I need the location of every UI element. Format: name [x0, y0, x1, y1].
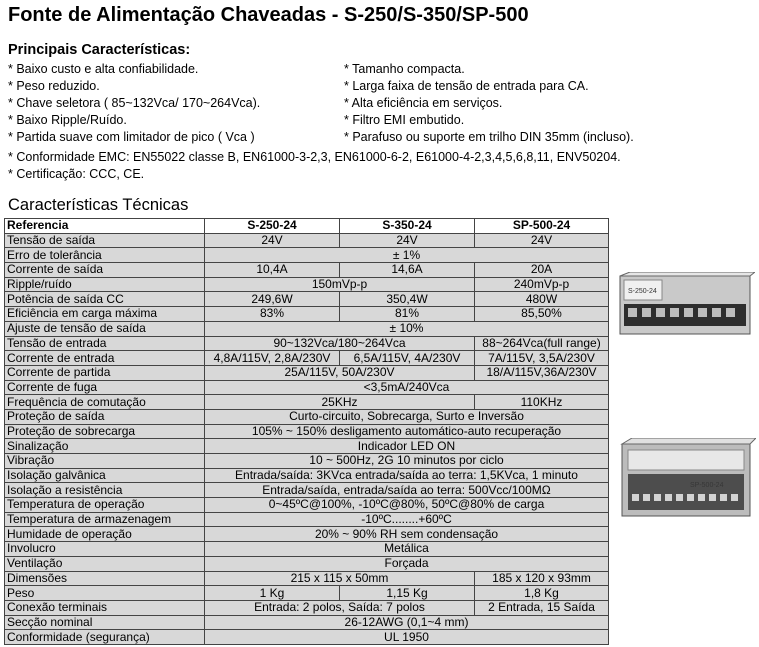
- table-row: [5, 556, 609, 571]
- feature-item: * Partida suave com limitador de pico ( Vca ): [8, 130, 255, 144]
- spec-table: [4, 218, 609, 645]
- table-row: [5, 277, 609, 292]
- row-label: Ajuste de tensão de saída: [5, 321, 205, 336]
- technical-heading: Características Técnicas: [8, 196, 189, 214]
- power-supply-s250-image: [618, 272, 755, 338]
- table-header-model: SP-500-24: [475, 219, 609, 234]
- row-label: Conexão terminais: [5, 600, 205, 615]
- table-cell: 25A/115V, 50A/230V: [205, 365, 475, 380]
- table-cell: Metálica: [205, 542, 609, 557]
- table-cell: Entrada/saída, entrada/saída ao terra: 500Vcc/100MΩ: [205, 483, 609, 498]
- table-cell: -10ºC........+60ºC: [205, 512, 609, 527]
- table-cell: 83%: [205, 307, 340, 322]
- table-row: [5, 292, 609, 307]
- table-row: [5, 600, 609, 615]
- feature-item: * Certificação: CCC, CE.: [8, 167, 145, 181]
- row-label: Isolação a resistência: [5, 483, 205, 498]
- table-header-model: S-350-24: [340, 219, 475, 234]
- table-row: [5, 439, 609, 454]
- table-cell: 185 x 120 x 93mm: [475, 571, 609, 586]
- table-cell: 480W: [475, 292, 609, 307]
- feature-item: * Baixo Ripple/Ruído.: [8, 113, 127, 127]
- row-label: Eficiência em carga máxima: [5, 307, 205, 322]
- row-label: Peso: [5, 586, 205, 601]
- row-label: Conformidade (segurança): [5, 630, 205, 645]
- table-cell: 6,5A/115V, 4A/230V: [340, 351, 475, 366]
- row-label: Secção nominal: [5, 615, 205, 630]
- table-cell: 249,6W: [205, 292, 340, 307]
- table-cell: Entrada: 2 polos, Saída: 7 polos: [205, 600, 475, 615]
- table-cell: 2 Entrada, 15 Saída: [475, 600, 609, 615]
- table-cell: 215 x 115 x 50mm: [205, 571, 475, 586]
- row-label: Corrente de partida: [5, 365, 205, 380]
- table-cell: 240mVp-p: [475, 277, 609, 292]
- table-cell: 150mVp-p: [205, 277, 475, 292]
- table-row: [5, 586, 609, 601]
- table-cell: 1 Kg: [205, 586, 340, 601]
- row-label: Tensão de saída: [5, 233, 205, 248]
- table-cell: 0~45ºC@100%, -10ºC@80%, 50ºC@80% de carga: [205, 498, 609, 513]
- table-row: [5, 454, 609, 469]
- row-label: Tensão de entrada: [5, 336, 205, 351]
- row-label: Sinalização: [5, 439, 205, 454]
- table-cell: ± 1%: [205, 248, 609, 263]
- row-label: Proteção de sobrecarga: [5, 424, 205, 439]
- table-row: [5, 468, 609, 483]
- row-label: Ripple/ruído: [5, 277, 205, 292]
- table-row: [5, 380, 609, 395]
- row-label: Ventilação: [5, 556, 205, 571]
- table-cell: 4,8A/115V, 2,8A/230V: [205, 351, 340, 366]
- feature-item: * Peso reduzido.: [8, 79, 100, 93]
- row-label: Dimensões: [5, 571, 205, 586]
- table-cell: 18/A/115V,36A/230V: [475, 365, 609, 380]
- table-cell: 10 ~ 500Hz, 2G 10 minutos por ciclo: [205, 454, 609, 469]
- feature-item: * Filtro EMI embutido.: [344, 113, 465, 127]
- table-row: [5, 351, 609, 366]
- feature-item: * Chave seletora ( 85~132Vca/ 170~264Vca).: [8, 96, 261, 110]
- table-cell: 1,8 Kg: [475, 586, 609, 601]
- table-row: [5, 233, 609, 248]
- row-label: Isolação galvânica: [5, 468, 205, 483]
- table-row: [5, 527, 609, 542]
- table-cell: 24V: [340, 233, 475, 248]
- table-row: [5, 395, 609, 410]
- row-label: Frequência de comutação: [5, 395, 205, 410]
- table-row: [5, 424, 609, 439]
- power-supply-sp500-image: [618, 438, 756, 520]
- table-row: [5, 365, 609, 380]
- table-row: [5, 512, 609, 527]
- feature-item: * Conformidade EMC: EN55022 classe B, EN61000-3-2,3, EN61000-6-2, E61000-4-2,3,4,5,6,8,11, ENV50204.: [8, 150, 621, 164]
- row-label: Corrente de saída: [5, 263, 205, 278]
- table-cell: 10,4A: [205, 263, 340, 278]
- table-row: [5, 409, 609, 424]
- table-cell: 110KHz: [475, 395, 609, 410]
- table-row: [5, 615, 609, 630]
- table-cell: ± 10%: [205, 321, 609, 336]
- feature-item: * Tamanho compacta.: [344, 62, 465, 76]
- table-row: [5, 248, 609, 263]
- table-row: [5, 321, 609, 336]
- table-cell: 26-12AWG (0,1~4 mm): [205, 615, 609, 630]
- table-cell: 14,6A: [340, 263, 475, 278]
- table-cell: 81%: [340, 307, 475, 322]
- table-header-model: S-250-24: [205, 219, 340, 234]
- row-label: Corrente de entrada: [5, 351, 205, 366]
- feature-item: * Parafuso ou suporte em trilho DIN 35mm (incluso).: [344, 130, 634, 144]
- table-header-reference: Referencia: [5, 219, 205, 234]
- table-row: [5, 336, 609, 351]
- table-row: [5, 498, 609, 513]
- table-cell: 25KHz: [205, 395, 475, 410]
- feature-item: * Baixo custo e alta confiabilidade.: [8, 62, 199, 76]
- page-title: Fonte de Alimentação Chaveadas - S-250/S-350/SP-500: [8, 4, 529, 26]
- table-cell: Indicador LED ON: [205, 439, 609, 454]
- row-label: Vibração: [5, 454, 205, 469]
- table-cell: 1,15 Kg: [340, 586, 475, 601]
- table-cell: 105% ~ 150% desligamento automático-auto recuperação: [205, 424, 609, 439]
- table-cell: 20% ~ 90% RH sem condensação: [205, 527, 609, 542]
- table-cell: <3,5mA/240Vca: [205, 380, 609, 395]
- table-cell: Curto-circuito, Sobrecarga, Surto e Inversão: [205, 409, 609, 424]
- table-row: [5, 542, 609, 557]
- row-label: Proteção de saída: [5, 409, 205, 424]
- table-cell: 85,50%: [475, 307, 609, 322]
- table-row: [5, 483, 609, 498]
- row-label: Temperatura de armazenagem: [5, 512, 205, 527]
- table-cell: 7A/115V, 3,5A/230V: [475, 351, 609, 366]
- table-cell: 90~132Vca/180~264Vca: [205, 336, 475, 351]
- table-cell: 20A: [475, 263, 609, 278]
- table-row: [5, 307, 609, 322]
- feature-item: * Larga faixa de tensão de entrada para CA.: [344, 79, 589, 93]
- row-label: Humidade de operação: [5, 527, 205, 542]
- table-row: [5, 263, 609, 278]
- row-label: Temperatura de operação: [5, 498, 205, 513]
- row-label: Potência de saída CC: [5, 292, 205, 307]
- table-row: [5, 630, 609, 645]
- table-cell: Entrada/saída: 3KVca entrada/saída ao terra: 1,5KVca, 1 minuto: [205, 468, 609, 483]
- table-cell: Forçada: [205, 556, 609, 571]
- table-row: [5, 571, 609, 586]
- table-cell: UL 1950: [205, 630, 609, 645]
- features-heading: Principais Características:: [8, 42, 191, 58]
- row-label: Corrente de fuga: [5, 380, 205, 395]
- row-label: Erro de tolerância: [5, 248, 205, 263]
- label-s250: S-250-24: [628, 288, 657, 295]
- table-cell: 88~264Vca(full range): [475, 336, 609, 351]
- feature-item: * Alta eficiência em serviços.: [344, 96, 503, 110]
- table-cell: 24V: [205, 233, 340, 248]
- row-label: Involucro: [5, 542, 205, 557]
- table-cell: 350,4W: [340, 292, 475, 307]
- table-cell: 24V: [475, 233, 609, 248]
